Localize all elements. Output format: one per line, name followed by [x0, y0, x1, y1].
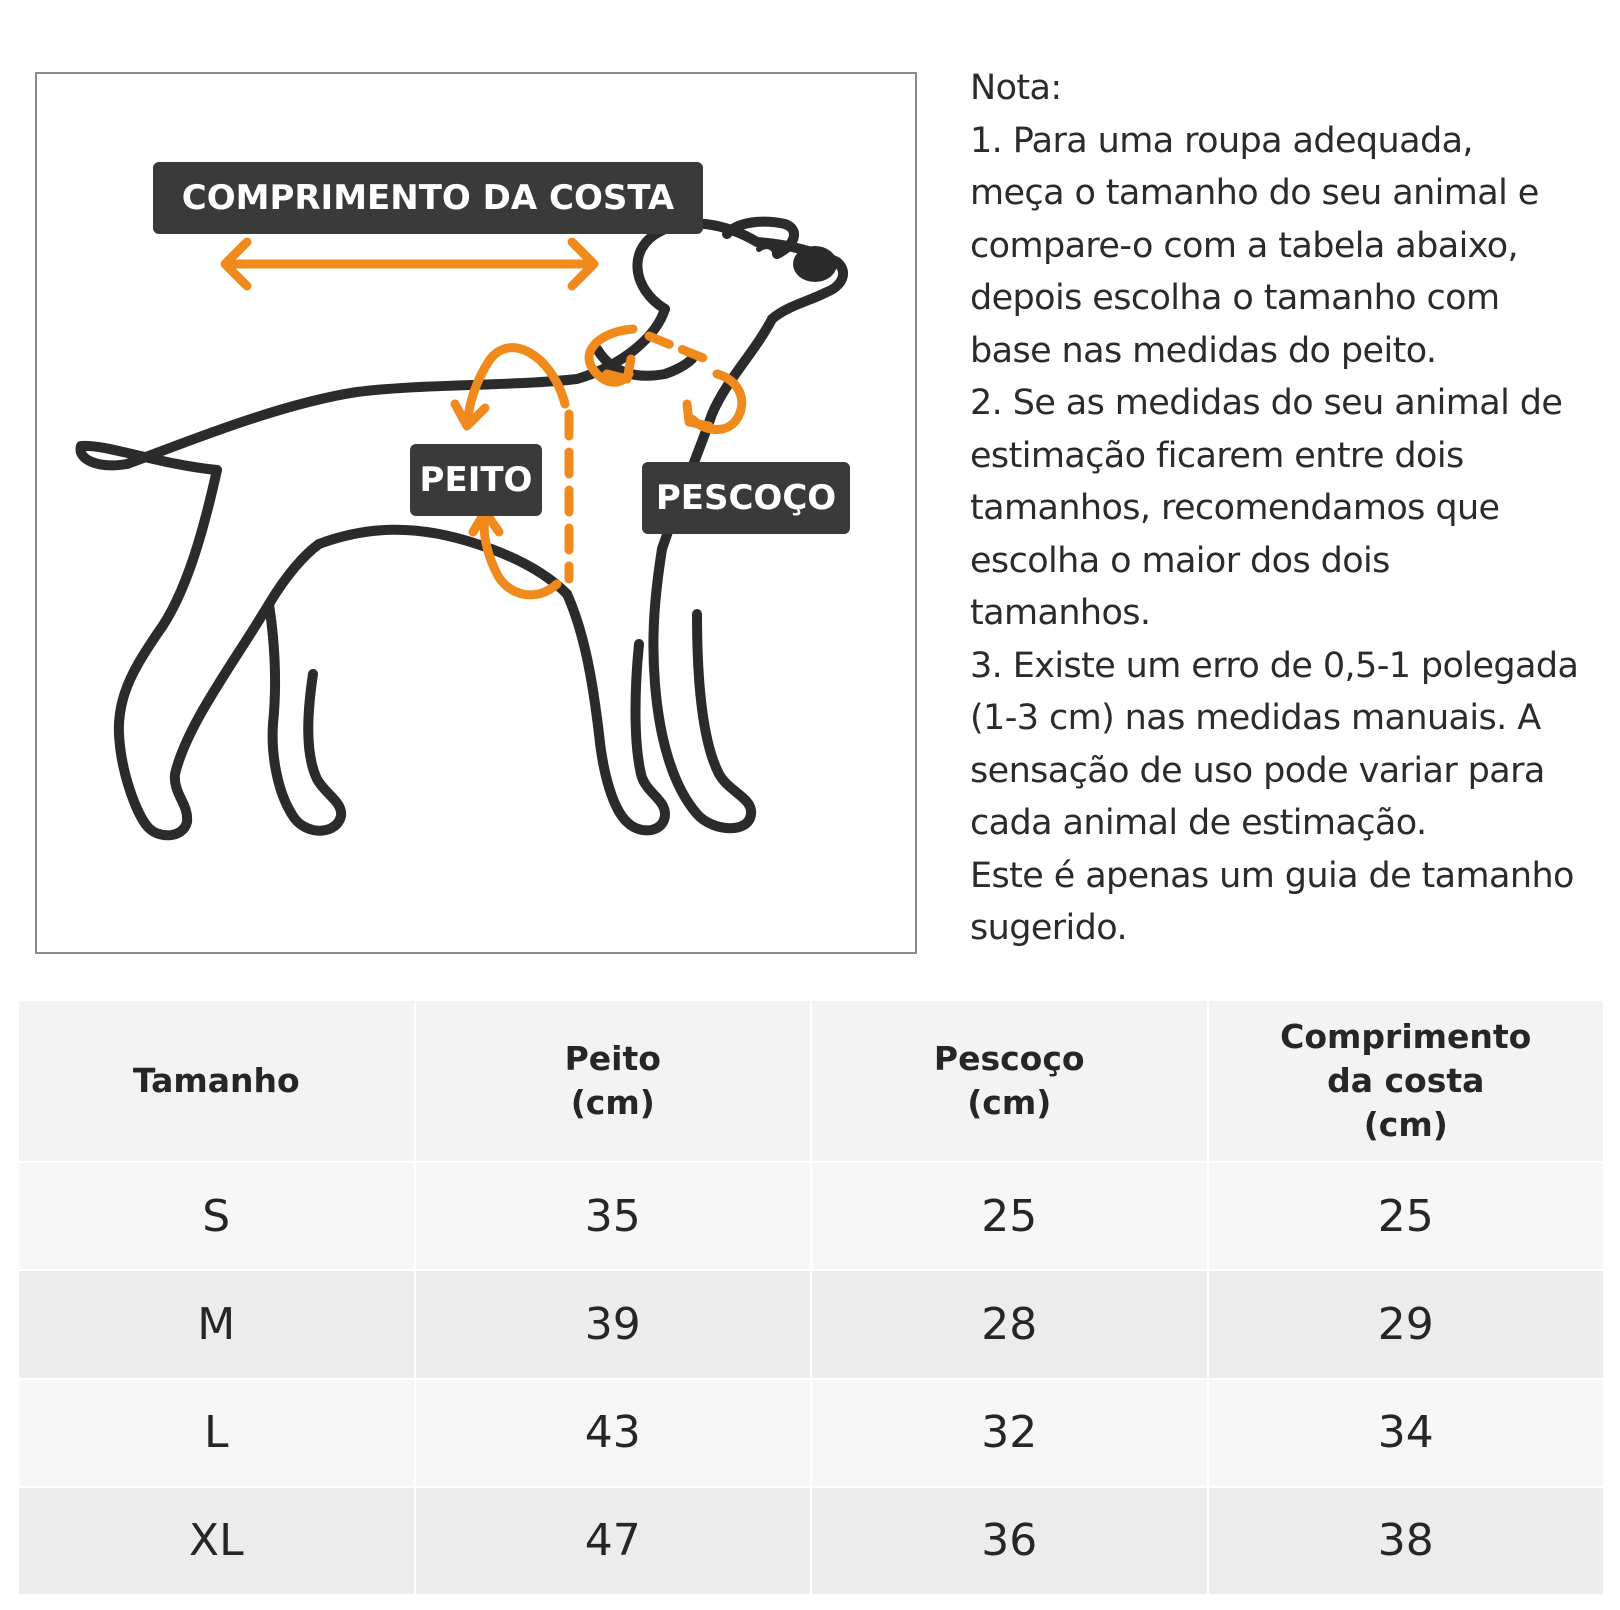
- dog-front-leg-inner: [653, 549, 751, 828]
- note-line: depois escolha o tamanho com: [970, 278, 1500, 318]
- cell-back-length: 25: [1208, 1162, 1605, 1270]
- note-line: escolha o maior dos dois: [970, 540, 1390, 581]
- note-line: tamanhos, recomendamos que: [970, 488, 1500, 528]
- header-back-length: [1208, 1000, 1605, 1162]
- cell-chest: 47: [415, 1487, 812, 1595]
- label-chest: PEITO: [410, 444, 542, 516]
- label-back-length: COMPRIMENTO DA COSTA: [153, 162, 703, 234]
- cell-back-length: 38: [1208, 1487, 1605, 1595]
- cell-back-length: 29: [1208, 1270, 1605, 1378]
- header-neck: [811, 1000, 1208, 1162]
- header-line: Tamanho: [132, 1061, 300, 1100]
- cell-size: S: [18, 1162, 415, 1270]
- note-line: meça o tamanho do seu animal e: [970, 173, 1539, 213]
- note-line: compare-o com a tabela abaixo,: [970, 225, 1519, 266]
- cell-neck: 32: [811, 1379, 1208, 1487]
- table-row: [18, 1487, 1604, 1595]
- neck-arrowhead-right: [687, 404, 709, 426]
- note-line: 3. Existe um erro de 0,5-1 polegada: [970, 645, 1579, 686]
- cell-size: XL: [18, 1487, 415, 1595]
- header-line: (cm): [570, 1083, 655, 1122]
- cell-neck: 28: [811, 1270, 1208, 1378]
- table-row: [18, 1270, 1604, 1378]
- dog-back-leg-outline: [119, 470, 319, 835]
- dog-nose: [793, 246, 837, 282]
- header-line: da costa: [1327, 1061, 1485, 1100]
- size-chart-table: [17, 999, 1605, 1596]
- header-line: Pescoço: [933, 1039, 1085, 1078]
- header-line: Comprimento: [1280, 1017, 1532, 1056]
- dog-back-outline: [80, 309, 665, 470]
- note-line: 2. Se as medidas do seu animal de: [970, 383, 1563, 423]
- header-line: (cm): [1363, 1105, 1448, 1144]
- dog-eye: [759, 246, 775, 252]
- note-line: Este é apenas um guia de tamanho: [970, 855, 1574, 896]
- size-notes: [970, 62, 1618, 955]
- cell-neck: 25: [811, 1162, 1208, 1270]
- label-neck: PESCOÇO: [642, 462, 850, 534]
- note-line: base nas medidas do peito.: [970, 330, 1437, 371]
- table-row: [18, 1379, 1604, 1487]
- dog-belly-outline: [319, 530, 567, 594]
- cell-chest: 39: [415, 1270, 812, 1378]
- header-size: [18, 1000, 415, 1162]
- header-line: (cm): [967, 1083, 1052, 1122]
- note-line: estimação ficarem entre dois: [970, 435, 1464, 476]
- dog-measurement-diagram: [35, 72, 917, 954]
- note-line: Nota:: [970, 68, 1062, 108]
- note-line: sugerido.: [970, 908, 1128, 948]
- cell-size: L: [18, 1379, 415, 1487]
- cell-chest: 43: [415, 1379, 812, 1487]
- cell-chest: 35: [415, 1162, 812, 1270]
- note-line: tamanhos.: [970, 593, 1151, 633]
- neck-girth-dashed: [649, 336, 713, 362]
- note-line: sensação de uso pode variar para: [970, 750, 1545, 791]
- dog-back-leg-inner: [269, 604, 341, 831]
- table-row: [18, 1162, 1604, 1270]
- header-chest: [415, 1000, 812, 1162]
- table-header-row: [18, 1000, 1604, 1162]
- note-line: (1-3 cm) nas medidas manuais. A: [970, 698, 1541, 738]
- note-line: 1. Para uma roupa adequada,: [970, 120, 1473, 161]
- note-line: cada animal de estimação.: [970, 803, 1427, 843]
- cell-back-length: 34: [1208, 1379, 1605, 1487]
- cell-neck: 36: [811, 1487, 1208, 1595]
- header-line: Peito: [564, 1039, 661, 1078]
- cell-size: M: [18, 1270, 415, 1378]
